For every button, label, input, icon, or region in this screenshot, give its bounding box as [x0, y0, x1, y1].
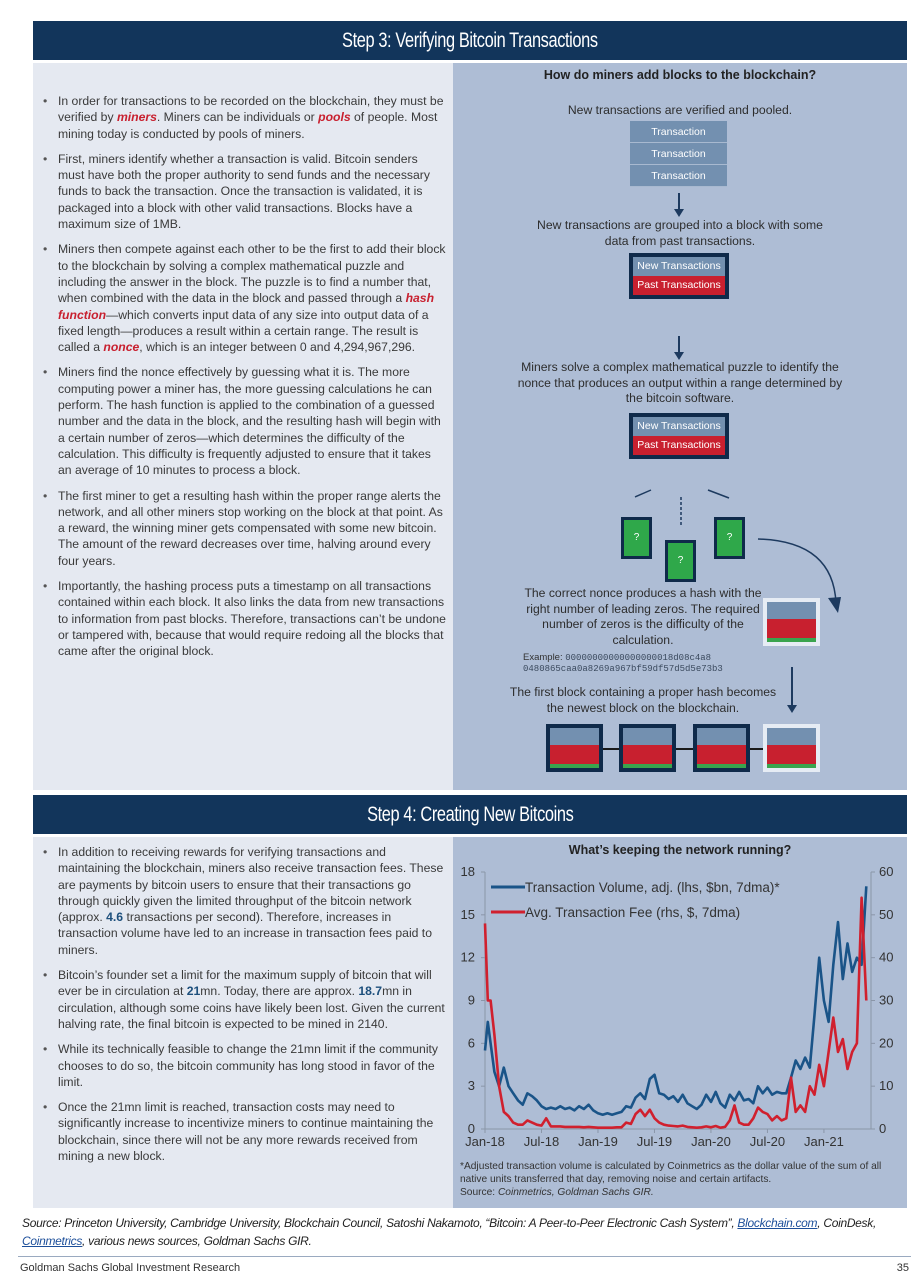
step3-text-panel: [33, 63, 453, 790]
transaction-box: Transaction: [630, 165, 727, 187]
right-tick-label: 10: [879, 1078, 894, 1094]
right-tick-label: 40: [879, 949, 894, 965]
nonce-guess-card: ?: [621, 517, 652, 559]
block-new-transactions: New Transactions: [633, 257, 725, 276]
chart-legend: [491, 880, 780, 920]
bullet-item: [33, 1099, 453, 1164]
left-tick-label: 12: [460, 949, 475, 965]
diagram-step3-text: Miners solve a complex mathematical puzzle to identify the nonce that produces an output within a range determined by the bitcoin software.: [517, 360, 843, 405]
nonce-guess-card: ?: [665, 540, 696, 582]
source-suffix: , various news sources, Goldman Sachs GIR.: [82, 1233, 312, 1248]
x-tick-label: Jul-18: [523, 1134, 560, 1149]
right-tick-label: 20: [879, 1035, 894, 1051]
transaction-box: Transaction: [630, 121, 727, 143]
example-label: Example:: [523, 652, 563, 663]
bullet-text: transactions per second). Therefore, increases in transaction volume have led to an increase in transaction fees paid to miners.: [58, 910, 432, 957]
bullet-text: In addition to receiving rewards for verifying transactions and maintaining the blockchain, miners also receive transaction fees. These are payments by bitcoin users to ensure that their transactions go through quickly given the limited throughput of the bitcoin network (approx.: [58, 845, 444, 925]
step4-text-panel: [33, 837, 453, 1208]
page-number: 35: [896, 1262, 909, 1274]
bullet-item: [33, 151, 453, 232]
example-hash: [523, 652, 723, 674]
bullet-item: [33, 967, 453, 1032]
newest-chain-block: [763, 724, 820, 772]
bullet-text: Importantly, the hashing process puts a timestamp on all transactions contained within each block. It also links the data from new transactions to information from past blocks. Therefore, transactions can’t be undone or tampered with, because that would require redoing all the blocks that came after the original block.: [58, 579, 446, 659]
step4-banner: [33, 795, 907, 834]
example-hash-line1: 00000000000000000018d08c4a8: [565, 653, 712, 663]
bullet-text: Miners find the nonce effectively by guessing what it is. The more computing power a miner has, the more guessing calculations he can perform. The hash function is applied to the combination of a guessed number and the data in the block, and the resulting hash will begin with a certain number of zeros—which determines the difficulty of the calculation. This difficulty is frequently adjusted to ensure that it takes an average of 10 minutes to process a block.: [58, 365, 441, 478]
diagram-connectors: [453, 63, 907, 790]
right-tick-label: 30: [879, 992, 894, 1008]
source-link-coinmetrics[interactable]: Coinmetrics: [22, 1233, 83, 1248]
footer-publisher: Goldman Sachs Global Investment Research: [20, 1262, 241, 1274]
chain-block: [546, 724, 603, 772]
left-tick-label: 9: [467, 992, 475, 1008]
block-past-transactions: Past Transactions: [633, 436, 725, 455]
x-tick-label: Jul-20: [749, 1134, 786, 1149]
mining-diagram-panel: [453, 63, 907, 790]
solved-block: [763, 598, 820, 646]
step3-bullet-list: [33, 93, 453, 669]
bullet-text: . Miners can be individuals or: [156, 110, 319, 125]
highlight-number: 4.6: [106, 910, 124, 925]
highlight-term: miners: [116, 110, 157, 125]
block-past-transactions: Past Transactions: [633, 276, 725, 295]
chart-footnote: [460, 1160, 900, 1200]
down-arrow-icon: [791, 667, 793, 707]
highlight-term: pools: [318, 110, 351, 125]
diagram-step4-text: The correct nonce produces a hash with the right number of leading zeros. The required number of zeros is the difficulty of the calculation.: [524, 586, 762, 647]
bullet-item: [33, 1041, 453, 1090]
bullet-item: [33, 578, 453, 659]
left-tick-label: 18: [460, 864, 475, 879]
step3-banner-title: Step 3: Verifying Bitcoin Transactions: [342, 28, 598, 52]
source-middle: , CoinDesk,: [817, 1216, 876, 1230]
diagram-step2-text: New transactions are grouped into a block with some data from past transactions.: [537, 218, 823, 248]
bullet-item: [33, 241, 453, 355]
bullet-text: The first miner to get a resulting hash within the proper range alerts the network, and all other miners stop working on the block at that point. As a reward, the winning miner gets compensated with some new bitcoin. The amount of the reward decreases over time, halving around every four years.: [58, 488, 443, 568]
bullet-text: In order for transactions to be recorded on the blockchain, they must be verified by: [58, 94, 444, 125]
source-link-blockchain[interactable]: Blockchain.com: [737, 1216, 818, 1230]
x-tick-label: Jan-19: [578, 1134, 618, 1149]
x-tick-label: Jul-19: [636, 1134, 673, 1149]
left-tick-label: 3: [467, 1078, 475, 1094]
bullet-text: Miners then compete against each other to be the first to add their block to the blockchain by solving a complex mathematical puzzle and including the answer in the block. The puzzle is to find a number that, when combined with the data in the block and passed through a: [58, 242, 446, 306]
block-new-transactions: New Transactions: [633, 417, 725, 436]
chart-series: [485, 886, 866, 1127]
step4-banner-title: Step 4: Creating New Bitcoins: [366, 802, 574, 826]
chain-block: [693, 724, 750, 772]
transaction-box: Transaction: [630, 143, 727, 165]
legend-label: Avg. Transaction Fee (rhs, $, 7dma): [525, 905, 741, 920]
bullet-text: Once the 21mn limit is reached, transaction costs may need to significantly increase to incentivize miners to continue maintaining the blockchain, since there will not be any more rewards received from mining a new block.: [58, 1100, 434, 1164]
bullet-text: Bitcoin’s founder set a limit for the maximum supply of bitcoin that will ever be in circulation at: [58, 968, 432, 999]
bullet-item: [33, 364, 453, 478]
footnote-source: Coinmetrics, Goldman Sachs GIR.: [497, 1187, 654, 1199]
highlight-term: hash function: [58, 291, 435, 322]
bullet-text: mn. Today, there are approx.: [200, 984, 359, 999]
curved-arrow: [758, 539, 836, 603]
nonce-guess-card: ?: [714, 517, 745, 559]
bullet-item: [33, 93, 453, 142]
diagram-step5-text: The first block containing a proper hash becomes the newest block on the blockchain.: [509, 685, 777, 715]
x-tick-label: Jan-20: [691, 1134, 731, 1149]
step4-bullet-list: [33, 844, 453, 1173]
arrowhead-icon: [828, 597, 841, 613]
left-tick-label: 15: [460, 906, 475, 922]
right-tick-label: 60: [879, 864, 894, 879]
left-tick-label: 6: [467, 1035, 475, 1051]
bullet-text: First, miners identify whether a transaction is valid. Bitcoin senders must have both the proper authority to send funds and the necessary funds to back the transaction. Once the transaction is validated, it is packaged into a block with other valid transactions. Blocks have a maximum size of 1MB.: [58, 151, 430, 232]
page-source: [22, 1215, 912, 1250]
connector-line: [635, 490, 651, 497]
chain-block: [619, 724, 676, 772]
bullet-text: of people. Most mining today is conducted by pools of miners.: [58, 110, 438, 141]
bullet-text: —which converts input data of any size into output data of a fixed length—produces a result within a certain range. The result is called a: [58, 307, 429, 355]
x-tick-label: Jan-18: [465, 1134, 505, 1149]
network-line-chart: [453, 837, 907, 1157]
source-prefix: Source: Princeton University, Cambridge University, Blockchain Council, Satoshi Nakamoto, “Bitcoin: A Peer-to-Peer Electronic Cash System”,: [22, 1216, 738, 1230]
highlight-number: 21: [186, 984, 201, 999]
legend-label: Transaction Volume, adj. (lhs, $bn, 7dma)*: [525, 880, 780, 895]
x-tick-label: Jan-21: [804, 1134, 844, 1149]
diagram-title: How do miners add blocks to the blockchain?: [543, 68, 817, 82]
example-hash-line2: 0480865caa0a8269a967bf59df57d5d5e73b3: [523, 664, 723, 674]
footer-divider: [18, 1256, 911, 1257]
connector-line: [708, 490, 729, 498]
bullet-item: [33, 488, 453, 569]
bullet-item: [33, 844, 453, 958]
network-chart-panel: [453, 837, 907, 1208]
right-tick-label: 50: [879, 906, 894, 922]
diagram-step1-text: New transactions are verified and pooled.: [567, 103, 793, 117]
series-transaction-volume: [485, 886, 866, 1114]
chart-title: What’s keeping the network running?: [568, 843, 792, 857]
footnote-source-label: Source:: [460, 1187, 498, 1199]
highlight-number: 18.7: [358, 984, 383, 999]
bullet-text: , which is an integer between 0 and 4,294,967,296.: [139, 340, 416, 355]
series-avg-transaction-fee: [485, 898, 866, 1128]
step3-banner: [33, 21, 907, 60]
bullet-text: While its technically feasible to change the 21mn limit if the community chooses to do so, the bitcoin community has long stood in favor of the limit.: [58, 1042, 439, 1089]
bullet-text: mn in circulation, although some coins have likely been lost. Given the current halving rate, the final bitcoin is expected to be mined in 2140.: [58, 984, 445, 1031]
left-tick-label: 0: [467, 1121, 475, 1136]
footnote-text: *Adjusted transaction volume is calculated by Coinmetrics as the dollar value of the sum of all native units transferred that day, removing noise and certain artifacts.: [460, 1161, 882, 1186]
right-tick-label: 0: [879, 1121, 887, 1136]
highlight-term: nonce: [103, 340, 140, 355]
